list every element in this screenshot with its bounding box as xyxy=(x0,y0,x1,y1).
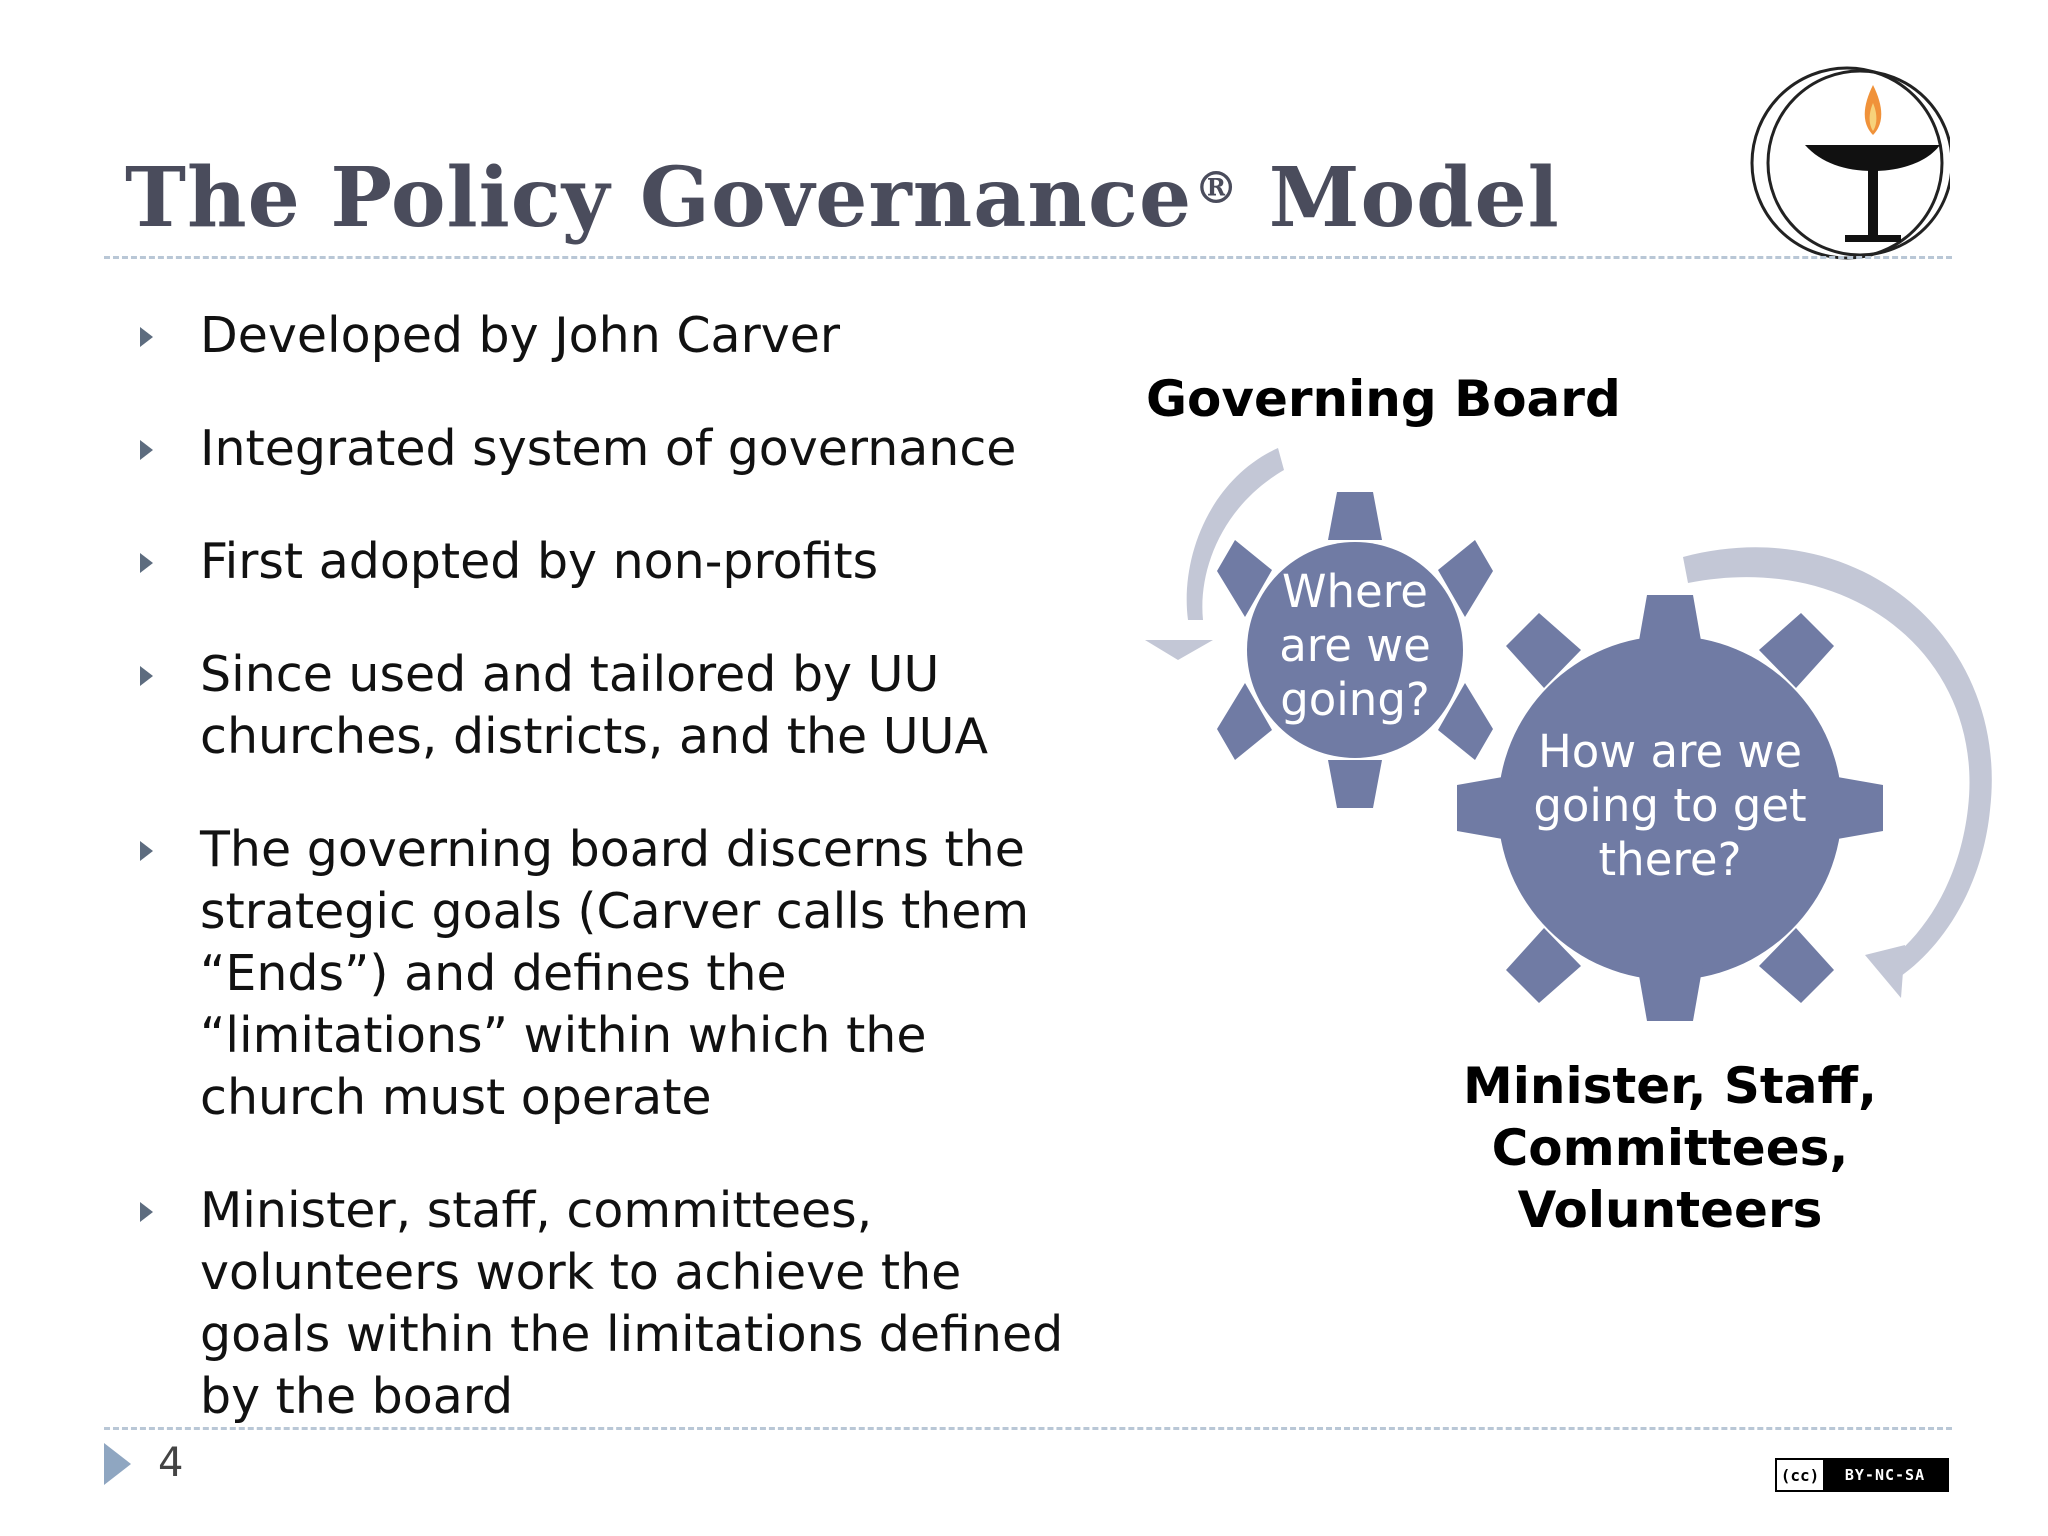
cc-license-badge xyxy=(1775,1458,1949,1492)
page-arrow-icon xyxy=(104,1443,131,1485)
bullet-text: Integrated system of governance xyxy=(200,420,1017,477)
page-number: 4 xyxy=(158,1440,184,1486)
bullet-text: Developed by John Carver xyxy=(200,307,841,364)
bullet-text: Minister, staff, committees, volunteers work to achieve the goals within the limitations defined by the board xyxy=(200,1182,1064,1425)
bullet-text: Since used and tailored by UU churches, districts, and the UUA xyxy=(200,646,988,765)
left-cycle-arrow-head-icon xyxy=(1145,640,1213,660)
cc-icon: (cc) xyxy=(1777,1460,1823,1490)
right-cycle-arrow-head-icon xyxy=(1865,945,1905,998)
cc-terms: BY-NC-SA xyxy=(1844,1466,1926,1484)
big-gear-text: How are we going to get there? xyxy=(1533,725,1807,886)
registered-mark: ® xyxy=(1194,162,1240,214)
small-gear-text: Where are we going? xyxy=(1279,565,1431,726)
title-text: The Policy Governance xyxy=(125,150,1193,246)
bullet-text: First adopted by non-profits xyxy=(200,533,879,590)
staff-label: Minister, Staff, Committees, Volunteers xyxy=(1462,1057,1878,1239)
bottom-divider xyxy=(104,1427,1952,1430)
governing-board-label: Governing Board xyxy=(1146,370,1621,428)
title-text-end: Model xyxy=(1239,150,1560,246)
bullet-text: The governing board discerns the strategic goals (Carver calls them “Ends”) and defines the “limitations” within which the church must operate xyxy=(200,821,1030,1126)
